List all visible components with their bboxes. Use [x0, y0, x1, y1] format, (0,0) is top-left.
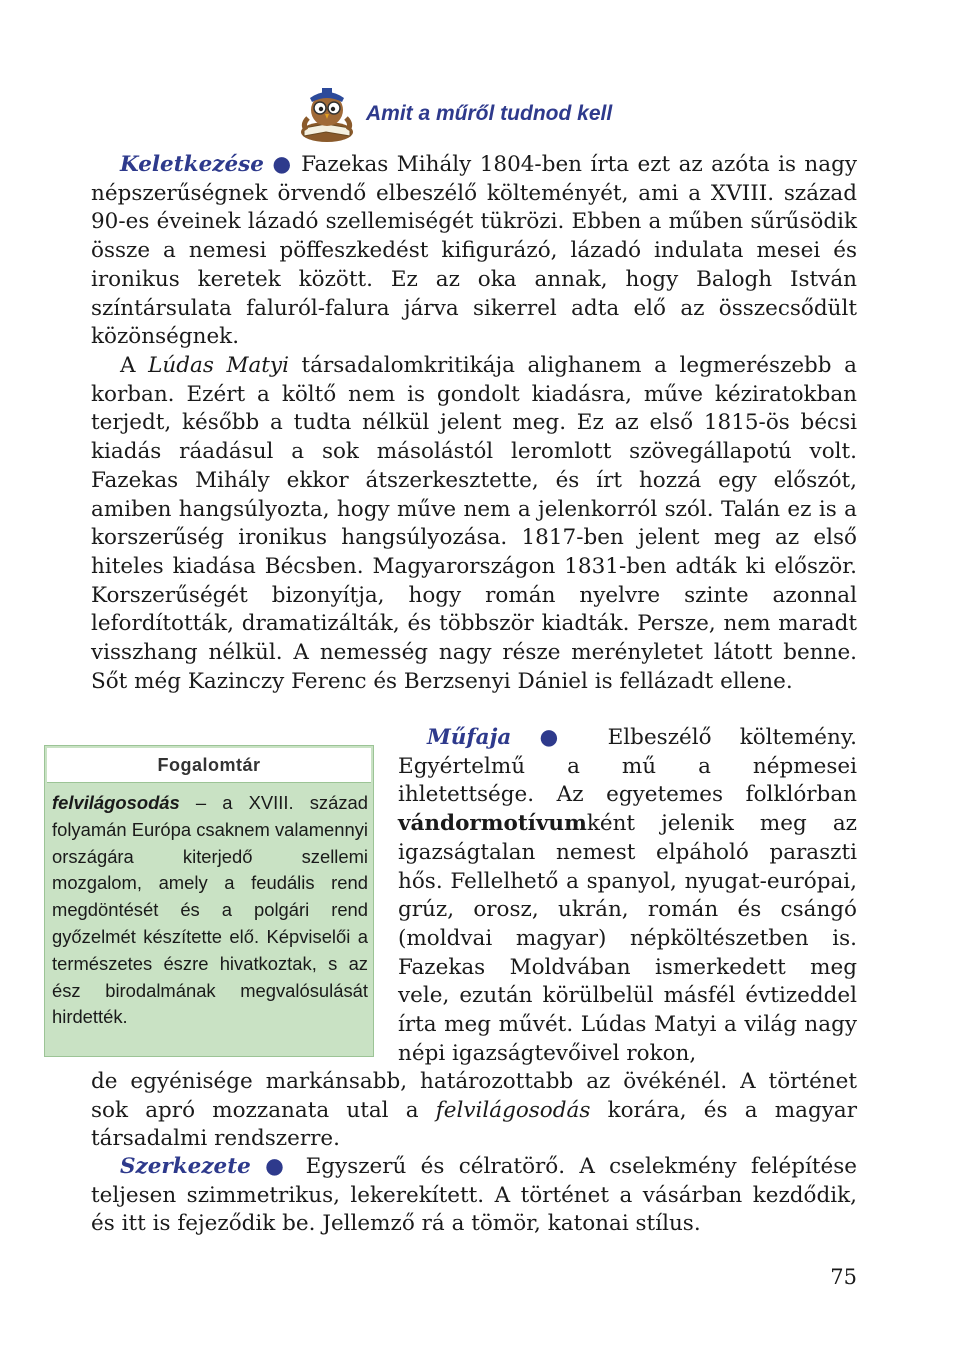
page-number: 75: [830, 1265, 857, 1289]
glossary-title: Fogalomtár: [47, 748, 371, 783]
paragraph-prefix: A: [120, 353, 149, 378]
paragraph-keletkezese: [91, 151, 857, 352]
paragraph-szerkezete: [91, 1153, 857, 1239]
section-header: [296, 84, 716, 144]
bullet: ●: [539, 725, 580, 750]
keyword-keletkezese: Keletkezése: [120, 152, 264, 177]
keyword-mufaja: Műfaja: [427, 725, 512, 750]
paragraph-text: Egyszerű és célratörő. A cselekmény felépítése teljesen szimmetrikus, lekerekített. A történet a vásárban kezdődik, és itt is fejeződik be. Jellemző rá a tömör, katonai stílus.: [91, 1154, 857, 1237]
glossary-box: [44, 745, 374, 1057]
paragraph-text: ként jelenik meg az igazságtalan nemest elpáholó paraszti hős. Fellelhető a spanyol, nyugat-európai, grúz, orosz, ukrán, román és csángó (moldvai magyar) népköltészetben is. Fazekas Moldvában ismerkedett meg vele, ezután körülbelül másfél évtizeddel írta meg művét. Lúdas Matyi a világ nagy népi igazságtevőivel rokon,: [398, 811, 857, 1066]
italic-term: felvilágosodás: [435, 1097, 591, 1123]
section-header-label: Amit a műről tudnod kell: [366, 102, 613, 125]
paragraph-text: Fazekas Mihály 1804-ben írta ezt az azóta is nagy népszerűségnek örvendő elbeszélő költeményét, ami a XVIII. század 90-es éveinek lázadó szellemiségét tükrözi. Ebben a műben sűrűsödik össze a nemesi pöffeszkedést kifigurázó, lázadó indulata mesei és ironikus keretek között. Ez az oka annak, hogy Balogh István színtársulata faluról-falura járva sikerrel adta elő az összecsődült közönségnek.: [91, 152, 857, 350]
paragraph-text: Elbeszélő költemény. Egyértelmű a mű a népmesei ihletettsége. Az egyetemes folklórban: [398, 725, 857, 808]
bullet: ●: [265, 1154, 292, 1179]
keyword-szerkezete: Szerkezete: [120, 1154, 251, 1179]
work-title: Lúdas Matyi: [148, 353, 289, 378]
reading-owl-icon: [296, 84, 358, 144]
paragraph-text: társadalomkritikája alighanem a legmerészebb a korban. Ezért a költő nem is gondolt kiadásra, műve kéziratokban terjedt, később a tudta nélkül jelent meg. Ez az első 1815-ös bécsi kiadás ráadásul a sok másolástól leromlott szövegállapotú volt. Fazekas Mihály ekkor átszerkesztette, és írt hozzá egy előszót, amiben hangsúlyozta, hogy műve nem a jelenkorról szól. Talán ez is a korszerűség ironikus hangsúlyozása. 1817-ben jelent meg az első hiteles kiadása Bécsben. Magyarországon 1831-ben adták ki először. Korszerűségét bizonyítja, hogy román nyelvre szinte azonnal lefordították, dramatizálták, és többször kiadták. Persze, nem maradt visszhang nélkül. A nemesség nagy része merényletet látott benne. Sőt még Kazinczy Ferenc és Berzsenyi Dániel is fellázadt ellene.: [91, 353, 857, 694]
glossary-entry: [52, 790, 368, 1031]
glossary-term: felvilágosodás: [52, 792, 180, 813]
glossary-definition: – a XVIII. század folyamán Európa csaknem valamennyi országára kiterjedő szellemi mozgalom, amely a feudális rend megdöntését és a polgári rend győzelmét készítette elő. Képviselői a természetes észre hivatkoztak, s az ész birodalmának megvalósulását hirdették.: [52, 792, 368, 1028]
paragraph-mufaja-continuation: [91, 1068, 857, 1154]
paragraph-text: korára, és a magyar társadalmi rendszerre.: [91, 1097, 858, 1152]
paragraph-mufaja: [398, 724, 857, 1068]
bullet: ●: [272, 152, 293, 177]
bold-term: vándormotívum: [398, 811, 587, 837]
paragraph-ludas-matyi: [91, 352, 857, 696]
paragraph-text: de egyénisége markánsabb, határozottabb az övékénél. A történet sok apró mozzanata utal a: [91, 1069, 857, 1123]
